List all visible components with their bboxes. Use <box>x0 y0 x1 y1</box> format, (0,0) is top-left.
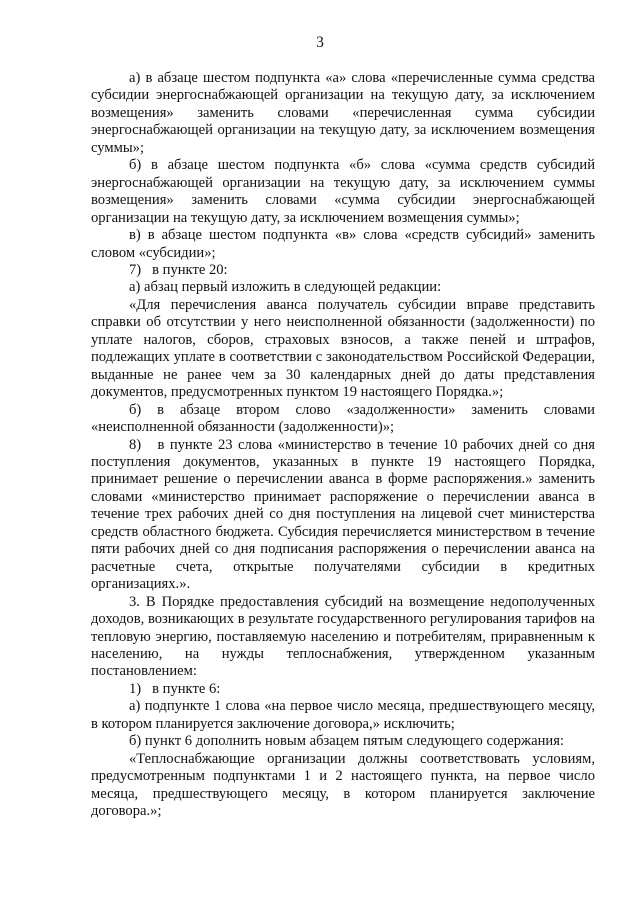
paragraph: 7) в пункте 20: <box>129 261 228 278</box>
page-number: 3 <box>316 34 324 51</box>
paragraph: 3. В Порядке предоставления субсидий на возмещение недополученных доходов, возникающих в результате государственного регулирования тарифов на тепловую энергию, поставляемую населению и потребителям, приравненным к населению, на нужды теплоснабжения, утвержденном указанным постановлением: <box>91 593 595 680</box>
document-body <box>91 70 595 820</box>
paragraph: 1) в пункте 6: <box>129 680 221 697</box>
paragraph: а) подпункте 1 слова «на первое число месяца, предшествующего месяцу, в котором планируется заключение договора,» исключить; <box>91 698 595 732</box>
paragraph: а) абзац первый изложить в следующей редакции: <box>129 279 442 296</box>
paragraph: б) в абзаце втором слово «задолженности» заменить словами «неисполненной обязанности (задолженности)»; <box>91 401 595 436</box>
paragraph: «Для перечисления аванса получатель субсидии вправе представить справки об отсутствии у него неисполненной обязанности (задолженности) по уплате налогов, сборов, страховых взносов, а также пеней и штрафов, подлежащих уплате в соответствии с законодательством Российской Федерации, выданные не ранее чем за 30 календарных дней до даты представления документов, предусмотренных пунктом 19 настоящего Порядка.»; <box>91 296 595 401</box>
paragraph: а) в абзаце шестом подпункта «а» слова «перечисленные сумма средства субсидии энергоснабжающей организации на текущую дату, за исключением возмещения» заменить словами «перечисленная сумма субсидии энергоснабжающей организации на текущую дату, за исключением возмещения суммы»; <box>91 70 595 156</box>
paragraph: в) в абзаце шестом подпункта «в» слова «средств субсидий» заменить словом «субсидии»; <box>91 227 595 261</box>
paragraph: б) пункт 6 дополнить новым абзацем пятым следующего содержания: <box>129 733 564 750</box>
paragraph: 8) в пункте 23 слова «министерство в течение 10 рабочих дней со дня поступления документов, указанных в пункте 19 настоящего Порядка, принимает решение о перечислении аванса в форме распоряжения.» заменить словами «министерство принимает распоряжение о перечислении аванса в течение трех рабочих дней со дня поступления на лицевой счет министерства средств областного бюджета. Субсидия перечисляется министерством в течение пяти рабочих дней со дня подписания распоряжения о перечислении аванса на расчетные счета, открытые получателями субсидии в кредитных организациях.». <box>91 436 595 593</box>
paragraph: «Теплоснабжающие организации должны соответствовать условиям, предусмотренным подпунктами 1 и 2 настоящего пункта, на первое число месяца, предшествующего месяцу, в котором планируется заключение договора.»; <box>91 750 595 820</box>
paragraph: б) в абзаце шестом подпункта «б» слова «сумма средств субсидий энергоснабжающей организации на текущую дату, за исключением суммы возмещения» заменить словами «сумма субсидии энергоснабжающей организации на текущую дату, за исключением возмещения суммы»; <box>91 157 595 226</box>
